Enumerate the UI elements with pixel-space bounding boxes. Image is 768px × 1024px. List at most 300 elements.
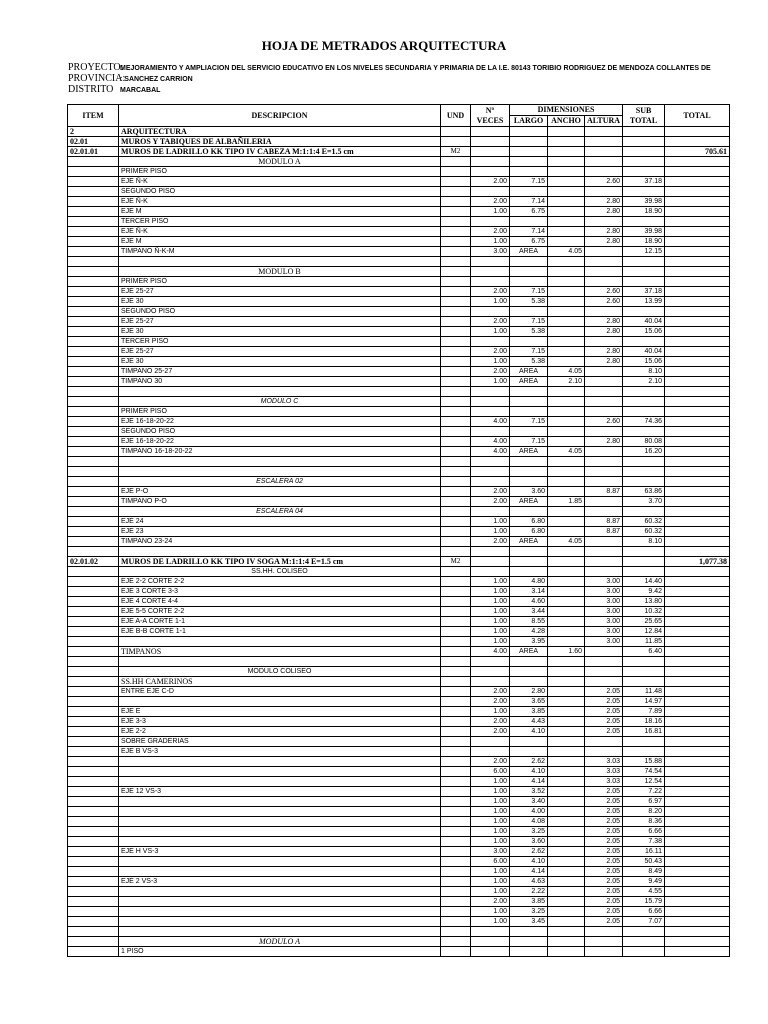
cell-altura: 8.87 [585,517,623,527]
cell-total [665,607,730,617]
cell-largo [510,127,548,137]
cell-largo: 3.52 [510,787,548,797]
cell-total [665,477,730,487]
cell-item [68,667,119,677]
cell-descripcion [119,807,441,817]
cell-largo: 4.80 [510,577,548,587]
cell-descripcion: TIMPANO 16-18-20-22 [119,447,441,457]
cell-largo [510,747,548,757]
cell-veces [471,657,510,667]
cell-descripcion: EJE 2 VS-3 [119,877,441,887]
cell-altura [585,427,623,437]
cell-item [68,627,119,637]
cell-total [665,897,730,907]
cell-largo: AREA [510,537,548,547]
cell-subtotal [623,147,665,157]
cell-und [441,677,471,687]
cell-total [665,277,730,287]
col-und-header: UND [441,105,471,127]
cell-und [441,487,471,497]
cell-item [68,287,119,297]
cell-total [665,687,730,697]
cell-subtotal [623,927,665,937]
cell-ancho [548,307,585,317]
cell-item [68,587,119,597]
cell-descripcion: EJE 5-5 CORTE 2-2 [119,607,441,617]
cell-subtotal [623,157,665,167]
cell-und [441,527,471,537]
cell-subtotal: 18.90 [623,207,665,217]
cell-total [665,697,730,707]
table-row [68,167,730,177]
cell-subtotal [623,167,665,177]
cell-subtotal: 14.97 [623,697,665,707]
cell-largo: 7.15 [510,347,548,357]
cell-veces [471,567,510,577]
cell-ancho [548,817,585,827]
cell-altura [585,397,623,407]
cell-veces [471,737,510,747]
cell-item [68,487,119,497]
cell-altura [585,747,623,757]
cell-total: 1,077.38 [665,557,730,567]
cell-subtotal: 7.22 [623,787,665,797]
cell-und [441,887,471,897]
project-line [68,62,711,73]
cell-ancho [548,697,585,707]
cell-total [665,457,730,467]
cell-largo [510,187,548,197]
cell-veces [471,157,510,167]
cell-altura: 2.05 [585,797,623,807]
cell-ancho [548,917,585,927]
cell-total [665,187,730,197]
cell-item [68,777,119,787]
cell-altura [585,187,623,197]
cell-subtotal [623,657,665,667]
cell-total [665,437,730,447]
cell-item [68,917,119,927]
cell-subtotal: 39.98 [623,227,665,237]
cell-und [441,477,471,487]
cell-item [68,577,119,587]
cell-total [665,127,730,137]
cell-largo: AREA [510,247,548,257]
cell-largo: 8.55 [510,617,548,627]
cell-item [68,437,119,447]
cell-descripcion: EJE 30 [119,297,441,307]
cell-und [441,867,471,877]
cell-descripcion [119,757,441,767]
cell-subtotal: 74.36 [623,417,665,427]
cell-altura: 2.80 [585,437,623,447]
cell-total [665,877,730,887]
cell-item [68,927,119,937]
cell-altura [585,147,623,157]
cell-total [665,677,730,687]
cell-veces: 6.00 [471,767,510,777]
cell-item [68,907,119,917]
cell-und [441,807,471,817]
cell-ancho [548,767,585,777]
cell-altura [585,477,623,487]
cell-subtotal [623,737,665,747]
cell-total [665,767,730,777]
cell-descripcion: EJE 25-27 [119,287,441,297]
cell-und [441,537,471,547]
cell-ancho [548,627,585,637]
cell-und [441,387,471,397]
table-row [68,747,730,757]
table-row [68,207,730,217]
table-row [68,487,730,497]
cell-ancho [548,217,585,227]
cell-altura: 3.00 [585,637,623,647]
cell-total [665,267,730,277]
cell-total [665,197,730,207]
table-row [68,717,730,727]
cell-descripcion: EJE 23 [119,527,441,537]
cell-altura: 2.80 [585,197,623,207]
cell-veces [471,387,510,397]
table-row [68,457,730,467]
table-row [68,327,730,337]
table-row [68,737,730,747]
cell-subtotal: 13.99 [623,297,665,307]
table-row [68,267,730,277]
cell-altura [585,947,623,957]
cell-largo [510,737,548,747]
cell-descripcion: EJE 30 [119,357,441,367]
cell-und [441,737,471,747]
cell-total [665,487,730,497]
cell-total [665,707,730,717]
cell-veces: 2.00 [471,367,510,377]
cell-largo: 4.28 [510,627,548,637]
table-row [68,617,730,627]
cell-und [441,597,471,607]
cell-total [665,797,730,807]
cell-item [68,797,119,807]
cell-item [68,497,119,507]
cell-und [441,367,471,377]
cell-und [441,897,471,907]
cell-ancho [548,287,585,297]
cell-und [441,877,471,887]
cell-und [441,577,471,587]
cell-veces: 1.00 [471,597,510,607]
cell-ancho [548,387,585,397]
cell-item [68,837,119,847]
cell-descripcion: MUROS Y TABIQUES DE ALBAÑILERIA [119,137,441,147]
cell-und [441,817,471,827]
cell-subtotal: 60.32 [623,517,665,527]
cell-subtotal: 11.85 [623,637,665,647]
cell-total [665,727,730,737]
cell-item [68,947,119,957]
col-item-header: ITEM [68,105,119,127]
cell-total [665,287,730,297]
table-row [68,307,730,317]
cell-total [665,337,730,347]
cell-veces: 2.00 [471,687,510,697]
table-row [68,827,730,837]
cell-subtotal: 6.66 [623,827,665,837]
cell-ancho [548,277,585,287]
cell-und [441,407,471,417]
cell-ancho [548,677,585,687]
cell-ancho [548,437,585,447]
cell-largo [510,167,548,177]
cell-descripcion: ESCALERA 04 [119,507,441,517]
cell-descripcion: EJE B VS-3 [119,747,441,757]
cell-largo: 3.14 [510,587,548,597]
table-row [68,347,730,357]
cell-veces: 1.00 [471,357,510,367]
cell-largo: 6.75 [510,237,548,247]
cell-item [68,417,119,427]
cell-veces: 4.00 [471,647,510,657]
cell-subtotal: 40.04 [623,347,665,357]
cell-und [441,607,471,617]
cell-und [441,277,471,287]
cell-ancho: 4.05 [548,447,585,457]
cell-item [68,197,119,207]
cell-total [665,397,730,407]
cell-item [68,647,119,657]
table-row [68,557,730,567]
cell-veces: 1.00 [471,867,510,877]
cell-largo: 3.95 [510,637,548,647]
cell-veces: 3.00 [471,847,510,857]
cell-item [68,427,119,437]
cell-total: 705.61 [665,147,730,157]
cell-veces [471,927,510,937]
cell-ancho [548,507,585,517]
cell-largo: 4.63 [510,877,548,887]
cell-und [441,927,471,937]
cell-total [665,547,730,557]
cell-ancho [548,207,585,217]
cell-ancho [548,477,585,487]
cell-und [441,747,471,757]
cell-altura [585,537,623,547]
cell-largo [510,567,548,577]
table-row [68,817,730,827]
cell-und [441,667,471,677]
cell-total [665,207,730,217]
cell-descripcion: PRIMER PISO [119,277,441,287]
cell-und [441,437,471,447]
cell-ancho [548,347,585,357]
cell-item [68,517,119,527]
cell-descripcion: TIMPANO 25-27 [119,367,441,377]
cell-ancho [548,237,585,247]
table-row [68,337,730,347]
cell-subtotal: 25.65 [623,617,665,627]
cell-altura: 2.80 [585,327,623,337]
cell-descripcion [119,457,441,467]
cell-subtotal: 18.16 [623,717,665,727]
cell-subtotal: 15.88 [623,757,665,767]
cell-descripcion: EJE E [119,707,441,717]
cell-total [665,857,730,867]
cell-ancho [548,127,585,137]
cell-largo: AREA [510,367,548,377]
cell-total [665,137,730,147]
cell-item [68,207,119,217]
cell-altura: 2.05 [585,837,623,847]
cell-altura [585,167,623,177]
page-title: HOJA DE METRADOS ARQUITECTURA [261,38,507,53]
cell-altura: 2.05 [585,877,623,887]
table-row [68,587,730,597]
cell-item [68,597,119,607]
cell-ancho [548,327,585,337]
cell-item [68,567,119,577]
cell-subtotal: 63.86 [623,487,665,497]
cell-altura: 2.05 [585,697,623,707]
cell-altura [585,137,623,147]
cell-descripcion [119,907,441,917]
cell-total [665,567,730,577]
cell-ancho [548,867,585,877]
cell-descripcion: EJE A-A CORTE 1-1 [119,617,441,627]
cell-item: 02.01 [68,137,119,147]
cell-und [441,247,471,257]
cell-total [665,587,730,597]
cell-ancho [548,157,585,167]
cell-veces [471,557,510,567]
cell-largo: 4.14 [510,867,548,877]
cell-ancho [548,407,585,417]
cell-largo: 7.15 [510,317,548,327]
cell-und [441,797,471,807]
cell-altura [585,927,623,937]
cell-altura: 2.05 [585,917,623,927]
cell-descripcion: MODULO COLISEO [119,667,441,677]
cell-veces [471,307,510,317]
cell-largo: 2.80 [510,687,548,697]
cell-ancho [548,397,585,407]
cell-ancho [548,147,585,157]
cell-item [68,877,119,887]
cell-descripcion [119,857,441,867]
cell-veces [471,407,510,417]
cell-item [68,887,119,897]
cell-altura [585,647,623,657]
cell-descripcion [119,257,441,267]
cell-total [665,317,730,327]
cell-veces [471,127,510,137]
table-row [68,797,730,807]
cell-altura: 2.05 [585,867,623,877]
cell-und [441,227,471,237]
cell-altura: 2.80 [585,357,623,367]
cell-item [68,337,119,347]
cell-veces [471,477,510,487]
cell-item [68,897,119,907]
cell-veces: 1.00 [471,377,510,387]
cell-total [665,417,730,427]
cell-subtotal: 15.06 [623,357,665,367]
cell-ancho [548,787,585,797]
table-row [68,937,730,947]
table-row [68,777,730,787]
cell-altura: 2.05 [585,707,623,717]
cell-total [665,747,730,757]
cell-descripcion: TIMPANO Ñ-K-M [119,247,441,257]
cell-veces [471,427,510,437]
cell-ancho [548,607,585,617]
cell-largo [510,307,548,317]
cell-und [441,547,471,557]
cell-subtotal: 7.07 [623,917,665,927]
cell-veces [471,137,510,147]
cell-total [665,307,730,317]
cell-ancho [548,727,585,737]
table-row [68,257,730,267]
cell-altura: 2.80 [585,237,623,247]
cell-veces: 1.00 [471,837,510,847]
table-row [68,787,730,797]
cell-subtotal: 6.97 [623,797,665,807]
project-value: MEJORAMIENTO Y AMPLIACION DEL SERVICIO EDUCATIVO EN LOS NIVELES SECUNDARIA Y PRIMARIA DE LA I.E. 80143 TORIBIO RODRIGUEZ DE MENDOZA COLLANTES DE [120,65,711,72]
cell-subtotal [623,947,665,957]
cell-altura [585,567,623,577]
cell-largo: 7.15 [510,177,548,187]
cell-ancho [548,417,585,427]
table-row [68,597,730,607]
table-row [68,137,730,147]
cell-subtotal: 16.20 [623,447,665,457]
cell-ancho [548,177,585,187]
table-row [68,237,730,247]
cell-descripcion [119,887,441,897]
cell-descripcion: EJE 4 CORTE 4-4 [119,597,441,607]
cell-subtotal: 3.70 [623,497,665,507]
cell-largo [510,397,548,407]
cell-item: 02.01.02 [68,557,119,567]
cell-und [441,757,471,767]
cell-subtotal [623,217,665,227]
col-total-header: TOTAL [665,105,730,127]
col-ancho-header: ANCHO [548,116,585,127]
cell-und [441,327,471,337]
cell-largo: 3.60 [510,837,548,847]
cell-largo [510,657,548,667]
cell-total [665,647,730,657]
cell-total [665,827,730,837]
cell-und [441,237,471,247]
cell-item [68,257,119,267]
cell-ancho [548,827,585,837]
cell-altura [585,547,623,557]
cell-ancho [548,587,585,597]
cell-altura [585,127,623,137]
cell-veces: 1.00 [471,787,510,797]
table-row [68,297,730,307]
cell-subtotal: 9.49 [623,877,665,887]
cell-total [665,327,730,337]
cell-largo: AREA [510,497,548,507]
cell-altura [585,217,623,227]
cell-ancho [548,197,585,207]
cell-item [68,377,119,387]
table-row [68,277,730,287]
cell-descripcion [119,797,441,807]
cell-altura: 2.80 [585,207,623,217]
